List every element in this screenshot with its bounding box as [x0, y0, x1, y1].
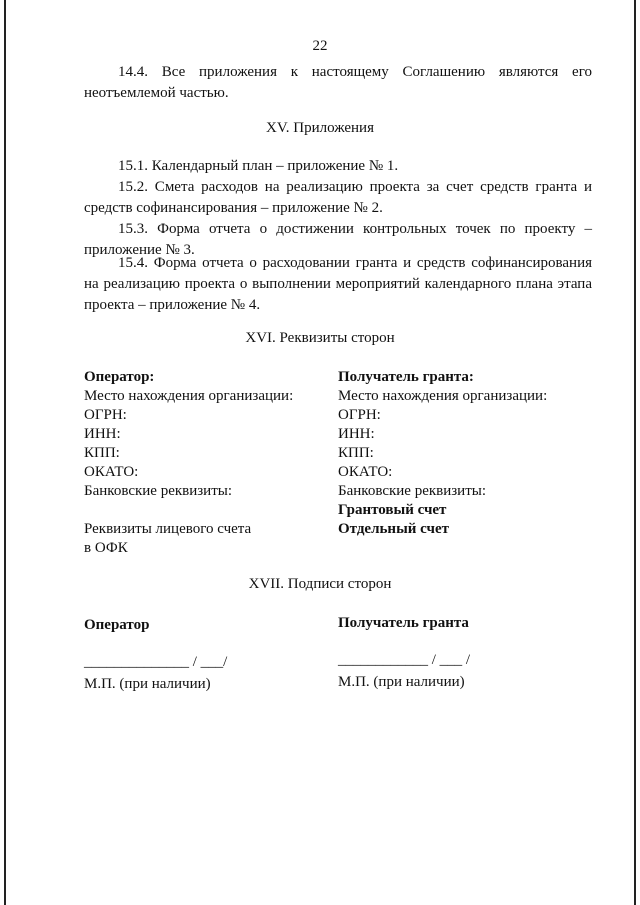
operator-okato-label: ОКАТО: — [84, 464, 139, 480]
page-number: 22 — [312, 38, 328, 54]
recipient-stamp-note: М.П. (при наличии) — [338, 674, 465, 690]
paragraph-14-4: 14.4. Все приложения к настоящему Соглашению являются его неотъемлемой частью. — [84, 64, 592, 101]
operator-signature-title: Оператор — [84, 617, 150, 633]
recipient-title: Получатель гранта: — [338, 369, 474, 385]
operator-account-label-2: в ОФК — [84, 540, 128, 556]
operator-ogrn-label: ОГРН: — [84, 407, 127, 423]
recipient-inn-label: ИНН: — [338, 426, 375, 442]
operator-inn-label: ИНН: — [84, 426, 121, 442]
recipient-bank-label: Банковские реквизиты: — [338, 483, 487, 499]
operator-title: Оператор: — [84, 369, 155, 385]
operator-signature-line: ______________ / ___/ — [84, 654, 228, 670]
recipient-separate-account: Отдельный счет — [338, 521, 450, 537]
recipient-ogrn-label: ОГРН: — [338, 407, 381, 423]
operator-details — [84, 368, 293, 558]
operator-stamp-note: М.П. (при наличии) — [84, 676, 211, 692]
operator-address-label: Место нахождения организации: — [84, 388, 294, 404]
recipient-okato-label: ОКАТО: — [338, 464, 393, 480]
paragraph-15-1: 15.1. Календарный план – приложение № 1. — [118, 158, 399, 174]
operator-kpp-label: КПП: — [84, 445, 120, 461]
recipient-signature-line: ____________ / ___ / — [338, 652, 471, 668]
recipient-grant-account: Грантовый счет — [338, 502, 447, 518]
section-heading-17: XVII. Подписи сторон — [248, 576, 392, 592]
recipient-address-label: Место нахождения организации: — [338, 388, 548, 404]
section-heading-16: XVI. Реквизиты сторон — [245, 330, 395, 346]
recipient-details — [338, 368, 547, 539]
recipient-signature-title: Получатель гранта — [338, 615, 469, 631]
operator-bank-label: Банковские реквизиты: — [84, 483, 233, 499]
section-heading-15: XV. Приложения — [266, 120, 374, 136]
recipient-kpp-label: КПП: — [338, 445, 374, 461]
operator-account-label: Реквизиты лицевого счета — [84, 521, 252, 537]
paragraph-15-4: 15.4. Форма отчета о расходовании гранта и средств софинансирования на реализацию проекта о выполнении мероприятий календарного плана этапа проекта – приложение № 4. — [84, 255, 592, 313]
paragraph-15-3: 15.3. Форма отчета о достижении контрольных точек по проекту – приложение № 3. — [84, 221, 592, 258]
paragraph-15-2: 15.2. Смета расходов на реализацию проекта за счет средств гранта и средств софинансирования – приложение № 2. — [84, 179, 592, 216]
